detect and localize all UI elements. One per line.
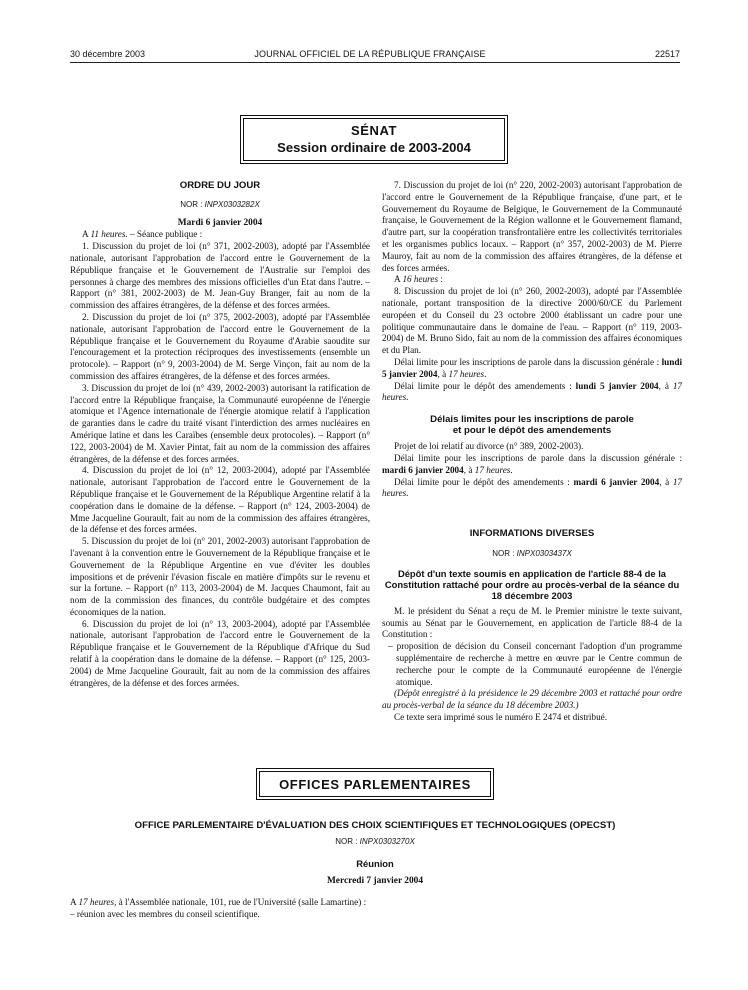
depot-final: Ce texte sera imprimé sous le numéro E 2474 et distribué. [394, 711, 608, 722]
agenda-item-4: 4. Discussion du projet de loi (n° 12, 2003-2004), adopté par l'Assemblée nationale, autorisant l'approbation de l'accord entre le Gouvernement de la République française et le Gouvernement de la République Argentine relatif à la coopération dans le domaine de la défense. – Rapport (n° 124, 2003-2004) de Mme Jacqueline Gourault, fait au nom de la commission des affaires étrangères, de la défense et des forces armées. [70, 465, 370, 535]
left-column [70, 180, 370, 689]
nor-reference: NOR : INPX0303282X [180, 199, 260, 209]
reunion-location: A 17 heures, à l'Assemblée nationale, 101, rue de l'Université (salle Lamartine) : [70, 897, 367, 908]
delai-amendements-divorce: Délai limite pour le dépôt des amendements : mardi 6 janvier 2004, à 17 heures. [382, 476, 683, 499]
senat-title: SÉNAT [350, 123, 398, 138]
header-page-number: 22517 [654, 49, 680, 59]
offices-title-box [256, 768, 494, 800]
right-column [382, 180, 682, 724]
reunion-heading: Réunion [356, 857, 394, 869]
depot-note: (Dépôt enregistré à la présidence le 29 décembre 2003 et rattaché pour ordre au procès-verbal de la séance du 18 décembre 2003.) [382, 688, 682, 711]
reunion-object: – réunion avec les membres du conseil scientifique. [70, 908, 260, 919]
deadline-inscriptions: Délai limite pour les inscriptions de parole dans la discussion générale : lundi 5 janvier 2004, à 17 heures. [382, 356, 682, 379]
agenda-item-1: 1. Discussion du projet de loi (n° 371, 2002-2003), adopté par l'Assemblée nationale, autorisant l'approbation de l'accord entre le Gouvernement de la République française et le Gouvernement de l'Australie sur l'emploi des personnes à charge des membres des missions officielles d'un Etat dans l'autre. – Rapport (n° 381, 2002-2003) de M. Jean-Guy Branger, fait au nom de la commission des affaires étrangères, de la défense et des forces armées. [70, 241, 370, 311]
offices-title: OFFICES PARLEMENTAIRES [259, 771, 491, 797]
header-journal-title: JOURNAL OFFICIEL DE LA RÉPUBLIQUE FRANÇAISE [254, 49, 486, 59]
agenda-item-6: 6. Discussion du projet de loi (n° 13, 2003-2004), adopté par l'Assemblée nationale, autorisant l'approbation de l'accord entre le Gouvernement de la République française et le Gouvernement de la République d'Afrique du Sud relatif à la coopération dans le domaine de la défense. – Rapport (n° 125, 2003-2004) de Mme Jacqueline Gourault, fait au nom de la commission des affaires étrangères, de la défense et des forces armées. [70, 618, 370, 688]
depot-bullet: – proposition de décision du Conseil concernant l'adoption d'un programme supplémentaire de recherche à mettre en œuvre par le Centre commun de recherche pour le compte de la Communauté européenne de l'énergie atomique. [388, 641, 682, 687]
opecst-title: OFFICE PARLEMENTAIRE D'ÉVALUATION DES CHOIX SCIENTIFIQUES ET TECHNOLOGIQUES (OPECST) [134, 820, 616, 831]
session-date: Mardi 6 janvier 2004 [177, 217, 263, 228]
session-subtitle: Session ordinaire de 2003-2004 [277, 140, 471, 155]
delai-inscriptions-divorce: Délai limite pour les inscriptions de parole dans la discussion générale : mardi 6 janvier 2004, à 17 heures. [382, 452, 682, 475]
opecst-section [70, 820, 680, 921]
agenda-item-5: 5. Discussion du projet de loi (n° 201, 2002-2003) autorisant l'approbation de l'avenant à la convention entre le Gouvernement de la République française et le Gouvernement de la République Argentine en vue d'éviter les doubles impositions et de prévenir l'évasion fiscale en matière d'impôts sur le revenu et sur la fortune. – Rapport (n° 113, 2003-2004) de M. Jacques Chaumont, fait au nom de la commission des finances, du contrôle budgétaire et des comptes économiques de la nation. [70, 536, 370, 617]
projet-divorce: Projet de loi relatif au divorce (n° 389, 2002-2003). [394, 441, 584, 452]
agenda-item-7: 7. Discussion du projet de loi (n° 220, 2002-2003) autorisant l'approbation de l'accord entre le Gouvernement de la République française, d'une part, et le Gouvernement du Royaume de Belgique, le Gouvernement de la Communauté française, le Gouvernement de la Région wallonne et le Gouvernement flamand, d'autre part, sur la coopération transfrontalière entre les collectivités territoriales et les organismes publics locaux. – Rapport (n° 357, 2002-2003) de M. Pierre Mauroy, fait au nom de la commission des affaires étrangères, de la défense et des forces armées. [382, 180, 682, 273]
header-rule [70, 62, 680, 63]
nor-reference-opecst: NOR : INPX0303270X [335, 836, 415, 846]
delais-heading: Délais limites pour les inscriptions de parole et pour le dépôt des amendements [430, 414, 634, 437]
ordre-du-jour-heading: ORDRE DU JOUR [179, 180, 261, 191]
time-intro: A 11 heures. – Séance publique : [82, 229, 203, 240]
header-date: 30 décembre 2003 [70, 49, 146, 59]
agenda-item-2: 2. Discussion du projet de loi (n° 375, 2002-2003), adopté par l'Assemblée nationale, autorisant l'approbation de l'accord entre le Gouvernement de la République française et le Gouvernement du Royaume d'Arabie saoudite sur l'encouragement et la protection réciproques des investissements (ensemble un protocole). – Rapport (n° 9, 2003-2004) de M. Serge Vinçon, fait au nom de la commission des affaires étrangères, de la défense et des forces armées. [70, 311, 370, 381]
nor-reference-informations: NOR : INPX0303437X [492, 548, 572, 558]
agenda-item-3: 3. Discussion du projet de loi (n° 439, 2002-2003) autorisant la ratification de l'accord entre la République française, la Communauté européenne de l'énergie atomique et l'Agence internationale de l'énergie atomique relatif à l'application de garanties dans le cadre du traité visant l'interdiction des armes nucléaires en Amérique latine et dans les Caraïbes (ensemble deux protocoles). – Rapport (n° 122, 2003-2004) de M. Xavier Pintat, fait au nom de la commission des affaires étrangères, de la défense et des forces armées. [70, 382, 370, 464]
depot-paragraph: M. le président du Sénat a reçu de M. le Premier ministre le texte suivant, soumis au Sénat par le Gouvernement, en application de l'article 88-4 de la Constitution : [382, 605, 682, 640]
agenda-item-8: 8. Discussion du projet de loi (n° 260, 2002-2003), adopté par l'Assemblée nationale, portant transposition de la directive 2000/60/CE du Parlement européen et du Conseil du 23 octobre 2000 établissant un cadre pour une politique communautaire dans le domaine de l'eau. – Rapport (n° 119, 2003-2004) de M. Bruno Sido, fait au nom de la commission des affaires économiques et du Plan. [382, 286, 682, 356]
informations-heading: INFORMATIONS DIVERSES [469, 528, 595, 540]
reunion-date: Mercredi 7 janvier 2004 [326, 876, 424, 887]
senat-title-box [240, 115, 508, 164]
depot-subheading: Dépôt d'un texte soumis en application de l'article 88-4 de la Constitution rattaché pour ordre au procès-verbal de la séance du 18 décembre 2003 [384, 567, 680, 601]
time-16h: A 16 heures : [394, 274, 443, 285]
deadline-amendements: Délai limite pour le dépôt des amendements : lundi 5 janvier 2004, à 17 heures. [382, 380, 683, 403]
